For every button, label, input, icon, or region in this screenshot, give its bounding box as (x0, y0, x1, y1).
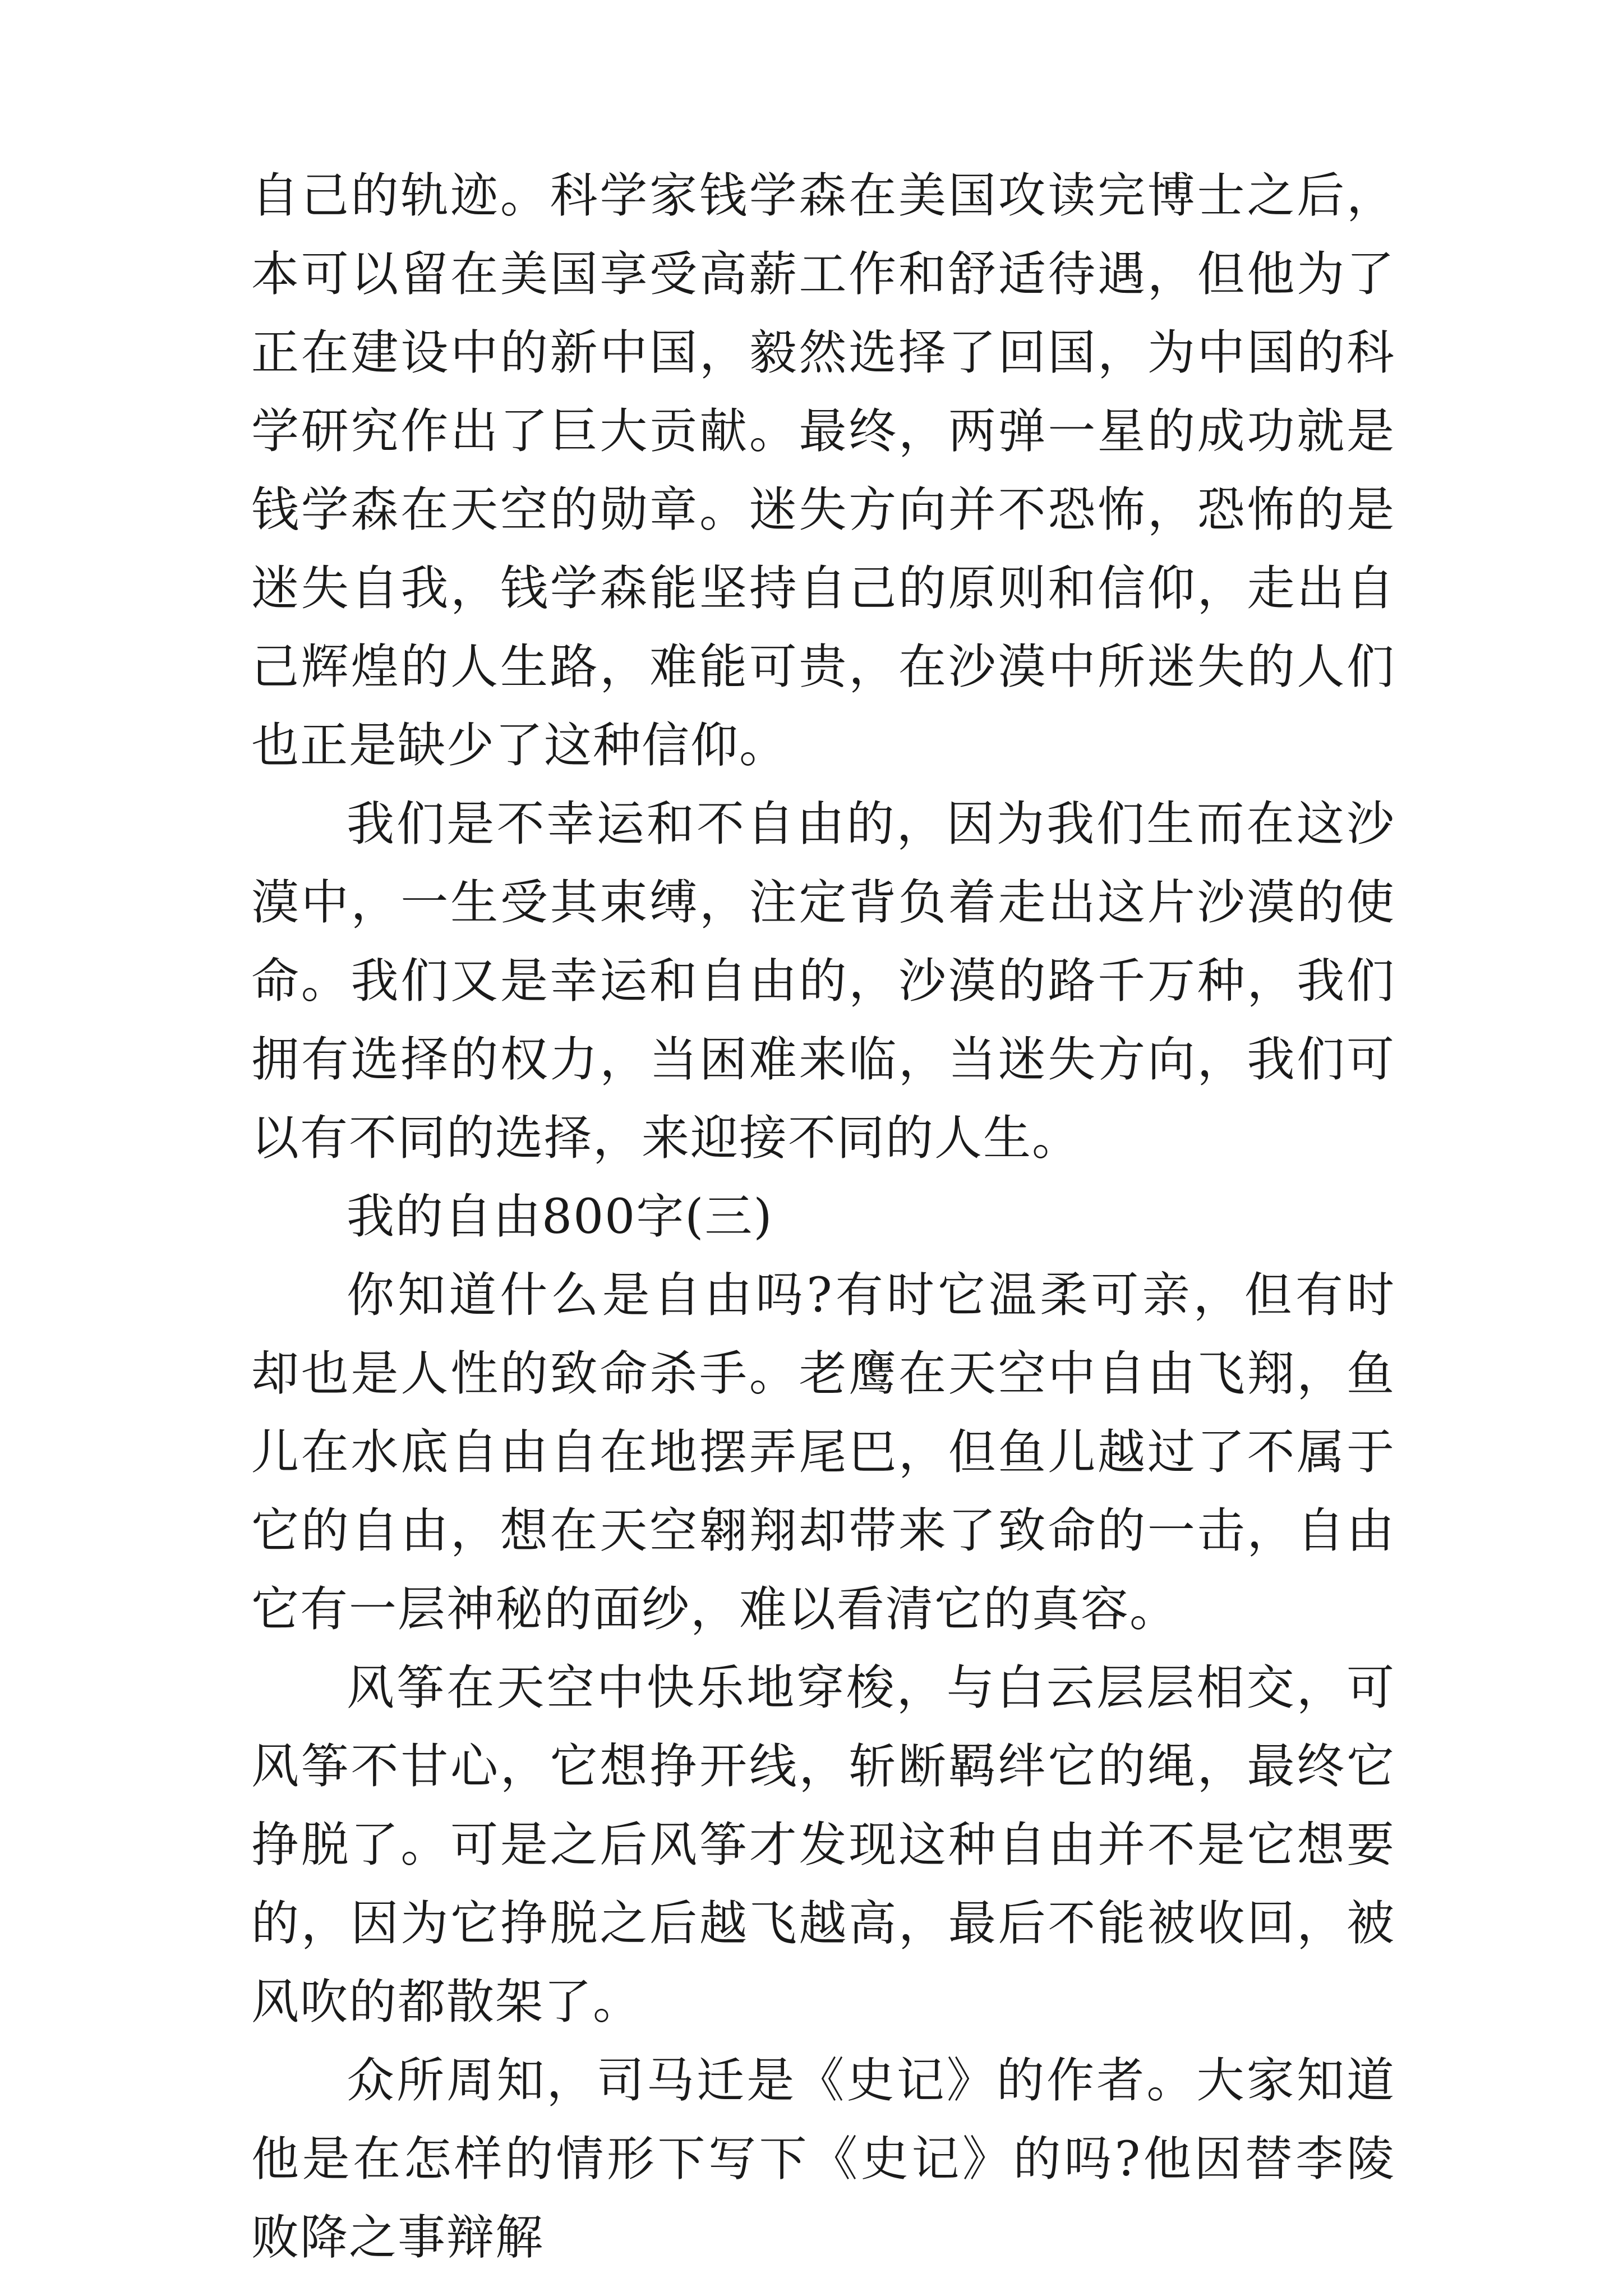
document-body (251, 157, 1395, 2277)
paragraph-2: 我们是不幸运和不自由的，因为我们生而在这沙漠中，一生受其束缚，注定背负着走出这片沙漠的使命。我们又是幸运和自由的，沙漠的路千万种，我们拥有选择的权力，当困难来临，当迷失方向，我们可以有不同的选择，来迎接不同的人生。 (251, 797, 1395, 1166)
section-heading: 我的自由800字(三) (347, 1189, 773, 1245)
paragraph-5: 众所周知，司马迁是《史记》的作者。大家知道他是在怎样的情形下写下《史记》的吗?他因替李陵败降之事辩解 (251, 2053, 1395, 2266)
paragraph-3: 你知道什么是自由吗?有时它温柔可亲，但有时却也是人性的致命杀手。老鹰在天空中自由飞翔，鱼儿在水底自由自在地摆弄尾巴，但鱼儿越过了不属于它的自由，想在天空翱翔却带来了致命的一击，自由它有一层神秘的面纱，难以看清它的真容。 (251, 1268, 1395, 1637)
paragraph-4: 风筝在天空中快乐地穿梭，与白云层层相交，可风筝不甘心，它想挣开线，斩断羁绊它的绳，最终它挣脱了。可是之后风筝才发现这种自由并不是它想要的，因为它挣脱之后越飞越高，最后不能被收回，被风吹的都散架了。 (251, 1660, 1395, 2030)
paragraph-1: 自己的轨迹。科学家钱学森在美国攻读完博士之后，本可以留在美国享受高薪工作和舒适待遇，但他为了正在建设中的新中国，毅然选择了回国，为中国的科学研究作出了巨大贡献。最终，两弹一星的成功就是钱学森在天空的勋章。迷失方向并不恐怖，恐怖的是迷失自我，钱学森能坚持自己的原则和信仰，走出自己辉煌的人生路，难能可贵，在沙漠中所迷失的人们也正是缺少了这种信仰。 (251, 168, 1395, 774)
